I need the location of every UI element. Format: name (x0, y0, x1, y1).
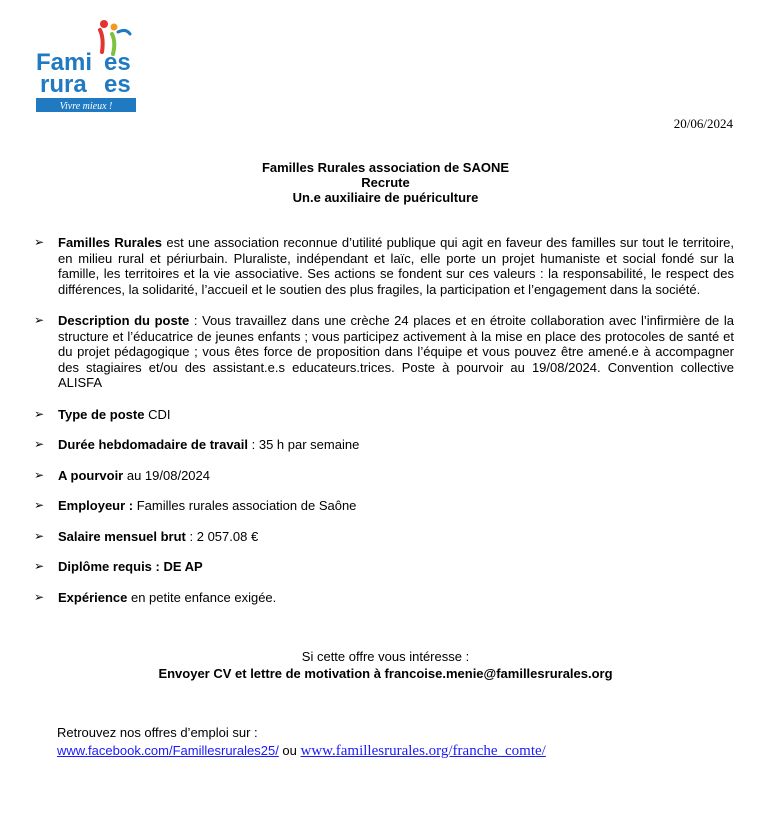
list-item (34, 498, 734, 514)
facebook-link[interactable]: www.facebook.com/Famillesrurales25/ (57, 743, 279, 758)
item-text: : Vous travaillez dans une crèche 24 places et en étroite collaboration avec l’infirmière de la structure et l’éducatrice de jeunes enfants ; vous participez activement à la mise en place des protocoles de santé et du projet pédagogique ; vous êtes force de proposition dans l’équipe et vous pouvez être amené.e à accompagner des stagiaires et/ou des assistant.e.s educateurs.trices. Poste à pourvoir au 19/08/2024. Convention collective ALISFA (58, 313, 734, 390)
list-item (34, 590, 734, 606)
item-label: A pourvoir (58, 467, 124, 483)
svg-text:Fami: Fami (36, 49, 93, 76)
item-text: est une association reconnue d’utilité publique qui agit en faveur des familles sur tout le territoire, en milieu rural et périurbain. Pluraliste, indépendant et laïc, elle porte un projet humaniste et social fondé sur la famille, les territoires et la vie associative. Ses actions se fondent sur ces valeurs : la responsabilité, le respect des différences, la solidarité, l’accueil et le soutien des plus fragiles, la participation et l’engagement dans la société. (58, 235, 735, 297)
item-text: : 2 057.08 € (185, 528, 259, 544)
heading-organization: Familles Rurales association de SAONE (261, 160, 510, 175)
arrow-bullet-icon: ➢ (34, 589, 45, 604)
item-text: Familles rurales association de Saône (133, 498, 357, 513)
arrow-bullet-icon: ➢ (34, 467, 45, 482)
item-label: Salaire mensuel brut (58, 528, 186, 544)
contact-instruction: Envoyer CV et lettre de motivation à francoise.menie@famillesrurales.org (158, 666, 613, 681)
item-label: Diplôme requis : DE AP (58, 559, 203, 574)
item-label: Durée hebdomadaire de travail (58, 437, 249, 452)
item-text: en petite enfance exigée. (127, 589, 277, 605)
arrow-bullet-icon: ➢ (34, 498, 45, 512)
item-label: Expérience (58, 589, 128, 605)
item-label: Employeur : (58, 498, 134, 513)
list-item (34, 407, 734, 423)
website-link[interactable]: www.famillesrurales.org/franche_comte/ (300, 743, 546, 759)
list-item (34, 313, 734, 391)
list-item (34, 235, 734, 297)
list-item (34, 559, 734, 575)
item-label: Description du poste (58, 313, 190, 328)
arrow-bullet-icon: ➢ (34, 437, 45, 451)
link-separator: ou (278, 743, 301, 758)
item-label: Familles Rurales (58, 235, 163, 250)
svg-text:es: es (104, 49, 131, 76)
list-item (34, 468, 734, 484)
item-text: CDI (144, 406, 171, 422)
svg-text:es: es (104, 71, 131, 98)
contact-intro: Si cette offre vous intéresse : (301, 649, 470, 664)
item-text: au 19/08/2024 (123, 467, 210, 483)
heading-position: Un.e auxiliaire de puériculture (292, 190, 479, 205)
arrow-bullet-icon: ➢ (34, 235, 45, 249)
arrow-bullet-icon: ➢ (34, 313, 45, 327)
svg-text:rura: rura (40, 71, 87, 98)
list-item (34, 437, 734, 453)
arrow-bullet-icon: ➢ (34, 406, 45, 421)
contact-section (0, 648, 771, 682)
job-heading (0, 160, 771, 205)
job-details-list (34, 235, 734, 605)
footer-links (57, 724, 546, 760)
document-date: 20/06/2024 (673, 116, 733, 131)
item-label: Type de poste (58, 406, 145, 422)
svg-text:Vivre mieux !: Vivre mieux ! (59, 101, 113, 112)
item-text: : 35 h par semaine (248, 437, 360, 452)
footer-intro: Retrouvez nos offres d’emploi sur : (57, 725, 258, 740)
arrow-bullet-icon: ➢ (34, 528, 45, 543)
familles-rurales-logo (34, 18, 138, 114)
heading-recruits: Recrute (361, 175, 410, 190)
arrow-bullet-icon: ➢ (34, 559, 45, 573)
list-item (34, 529, 734, 545)
